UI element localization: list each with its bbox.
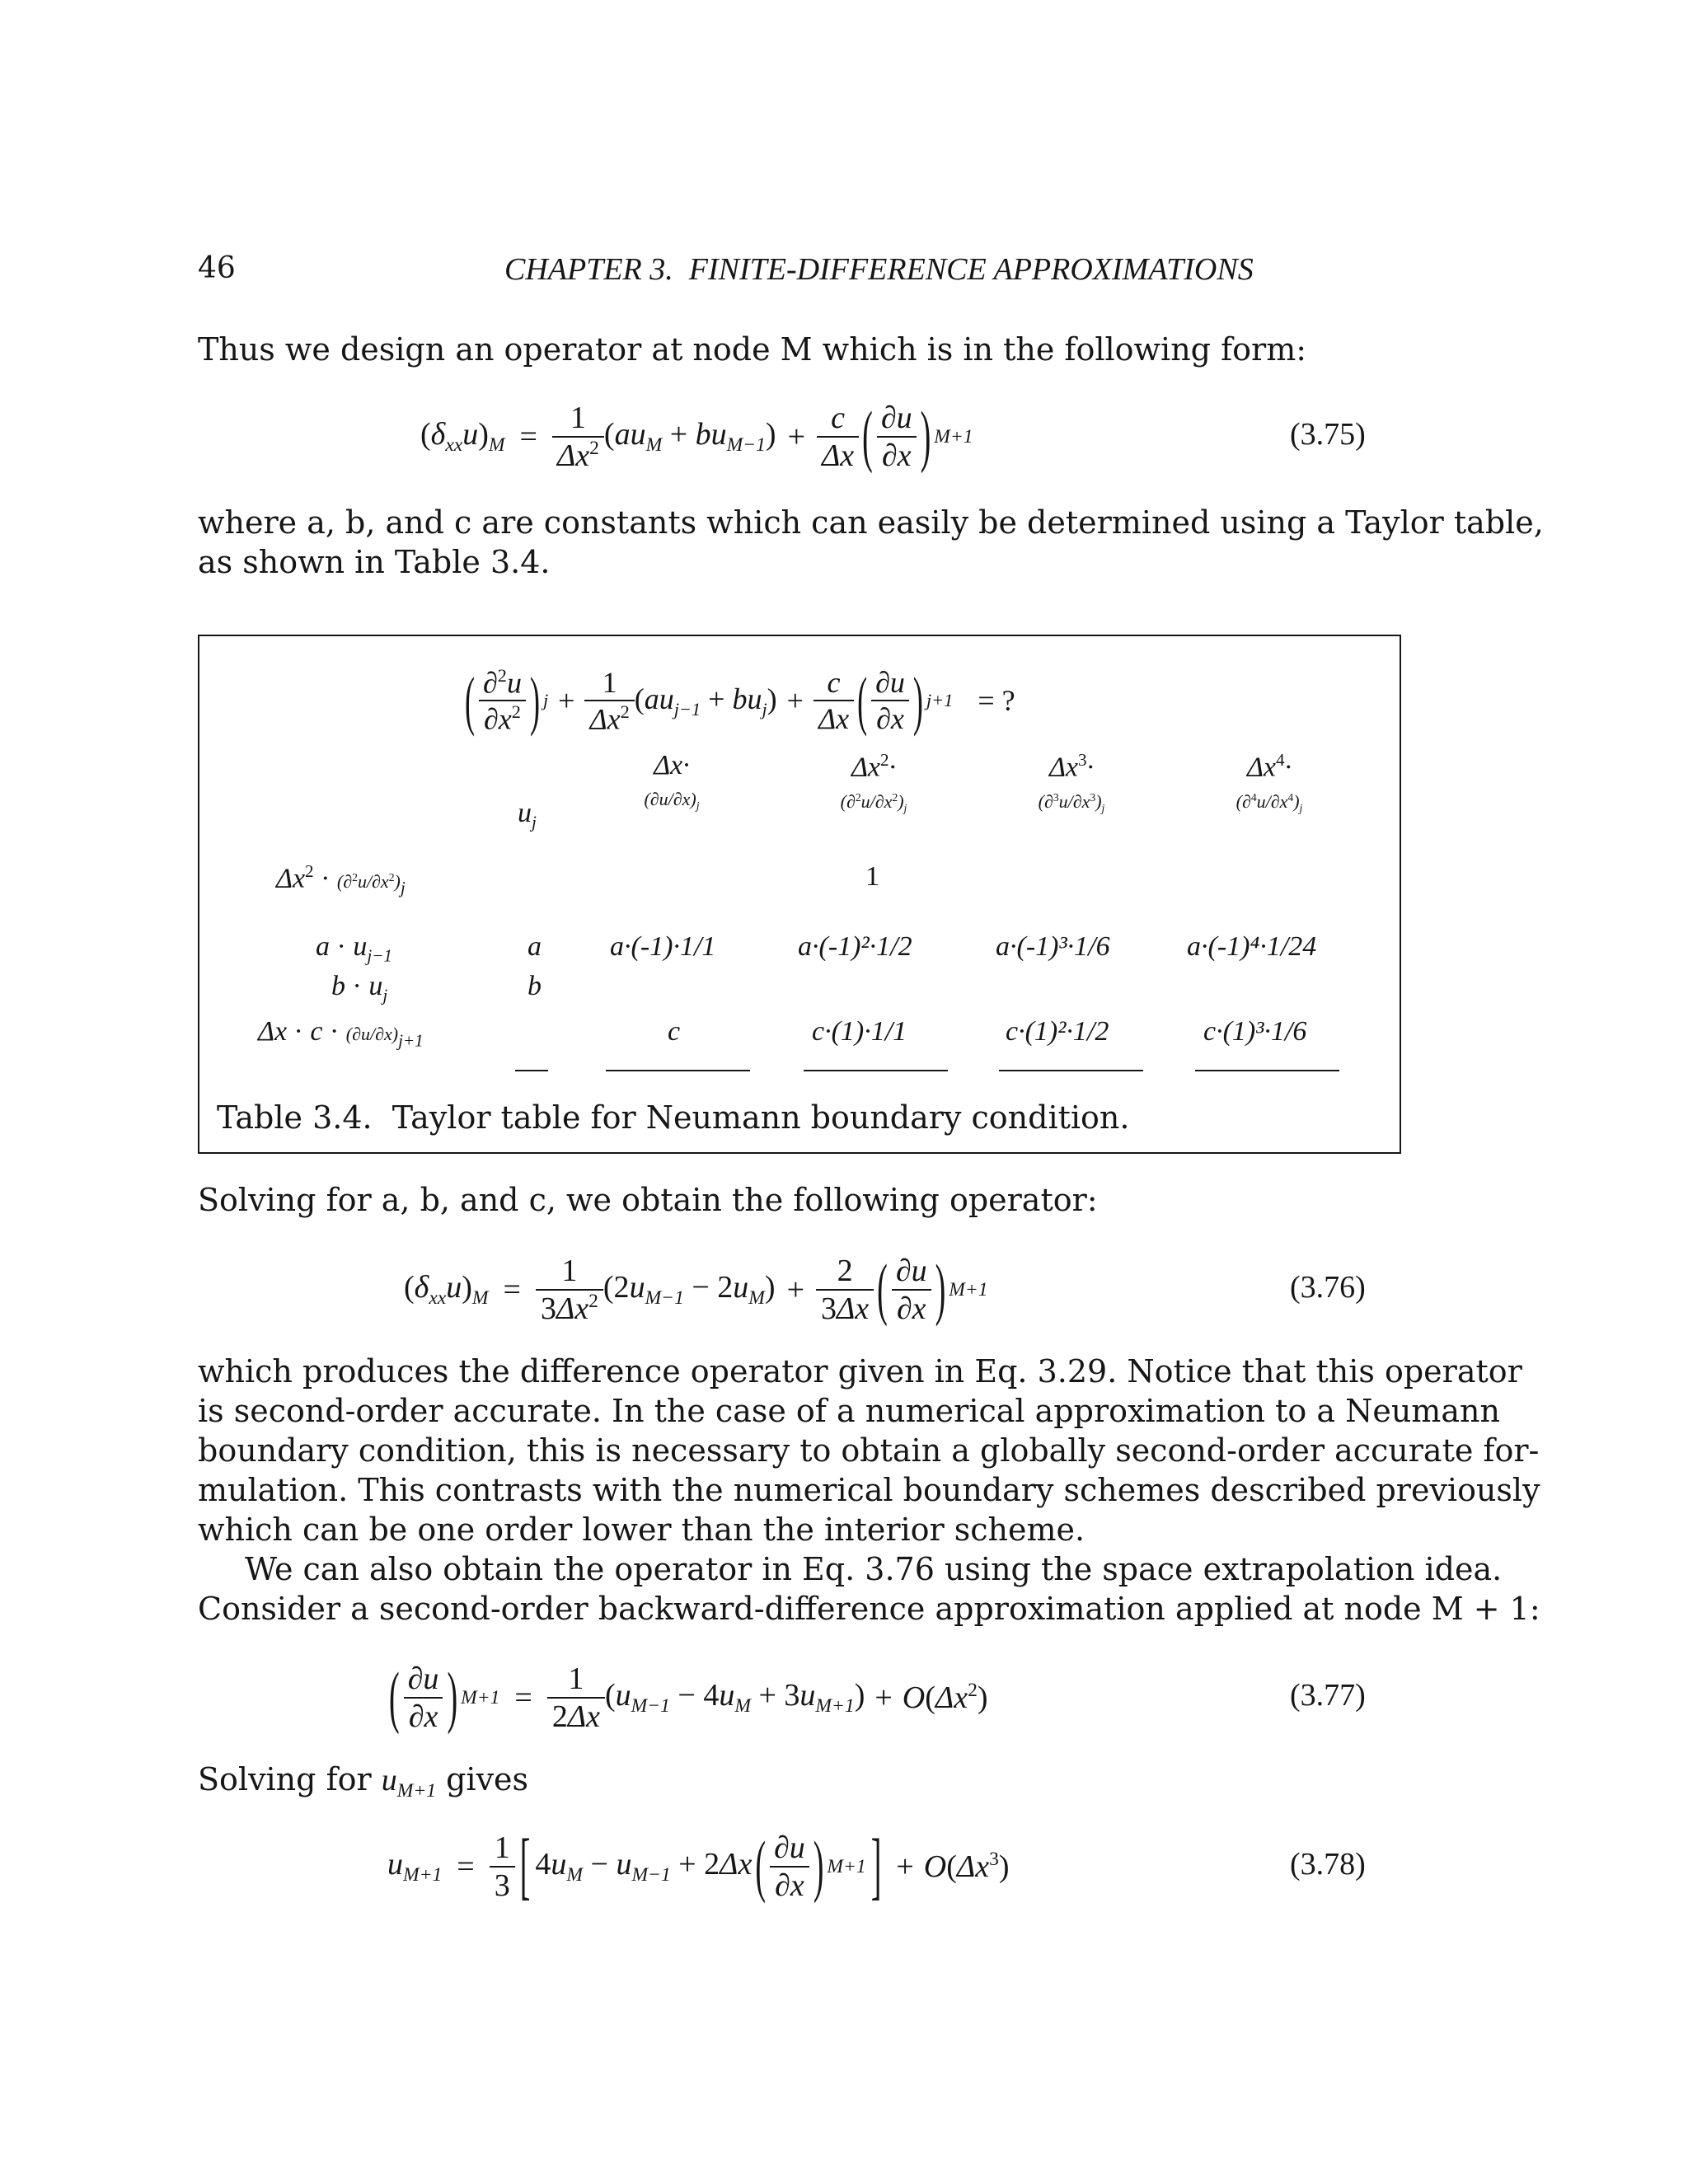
paragraph-intro: Thus we design an operator at node M which is in the following form:	[198, 331, 1307, 368]
table-cell: a·(-1)²·1/2	[798, 931, 912, 962]
row-label-2: $a \cdot u_{j-1}$	[316, 931, 392, 966]
table-cell: 1	[865, 861, 879, 892]
col-header-dx1: Δx· $(\partial u/\partial x)_j$	[644, 750, 700, 812]
paragraph-solving-um1: Solving for $u_{M+1}$ gives	[198, 1761, 529, 1802]
table-cell: a·(-1)·1/1	[610, 931, 716, 962]
running-title: CHAPTER 3. FINITE-DIFFERENCE APPROXIMATIONS	[504, 252, 1254, 287]
table-cell: b	[528, 971, 542, 1001]
paragraph-extrapolation-l2: Consider a second-order backward-difference approximation applied at node M + 1:	[198, 1591, 1540, 1627]
equation-3-78: $u_{M+1}$ = $\frac{1}{3}$ [ $4u_M - u_{M-1} + 2\Delta x$ ( $\frac{\partial u}{\partial x}$ ) M+1 ] + $O(\Delta x^3)$	[387, 1825, 1010, 1909]
equation-3-75: $(\delta_{xx}u)_M$ = $\frac{1}{\Delta x^2}$ $(au_M + bu_{M-1})$ + $\frac{c}{\Delta x}$ ( $\frac{\partial u}{\partial x}$ ) M+1	[420, 398, 973, 476]
table-cell: c	[668, 1016, 681, 1047]
sum-line	[804, 1070, 948, 1071]
sum-line	[515, 1070, 548, 1071]
equation-number-3-77: (3.77)	[1290, 1678, 1366, 1713]
paragraph-operator-l1: which produces the difference operator given in Eq. 3.29. Notice that this operator	[198, 1353, 1522, 1390]
paragraph-operator-l3: boundary condition, this is necessary to obtain a globally second-order accurate for-	[198, 1432, 1540, 1469]
table-cell: c·(1)²·1/2	[1006, 1016, 1109, 1047]
equation-number-3-78: (3.78)	[1290, 1847, 1366, 1882]
equation-number-3-75: (3.75)	[1290, 417, 1366, 452]
table-caption: Table 3.4. Taylor table for Neumann boundary condition.	[217, 1099, 1130, 1136]
table-cell: a	[528, 931, 542, 962]
table-cell: a·(-1)³·1/6	[996, 931, 1110, 962]
equation-3-76: $(\delta_{xx}u)_M$ = $\frac{1}{3\Delta x^2}$ $(2u_{M-1} - 2u_M)$ + $\frac{2}{3\Delta x}$ ( $\frac{\partial u}{\partial x}$ ) M+1	[404, 1251, 988, 1329]
col-header-dx4: $\Delta x^4\cdot$ $(\partial^4u/\partial x^4)_j$	[1236, 750, 1303, 814]
table-header-equation: ( $\frac{\partial^2u}{\partial x^2}$ ) j + $\frac{1}{\Delta x^2}$ $(au_{j-1} + bu_j)$ + $\frac{c}{\Delta x}$ ( $\frac{\partial u}{\partial x}$ ) j+1 = ?	[465, 664, 1015, 737]
col-header-uj: $u_j$	[518, 798, 537, 832]
row-label-3: $b \cdot u_j$	[331, 971, 388, 1005]
equation-3-77: ( $\frac{\partial u}{\partial x}$ ) M+1 = $\frac{1}{2\Delta x}$ $(u_{M-1} - 4u_M + 3u_{M+1})$ + $O(\Delta x^2)$	[389, 1659, 988, 1736]
paragraph-constants-line2: as shown in Table 3.4.	[198, 544, 551, 580]
col-header-dx2: $\Delta x^2\cdot$ $(\partial^2u/\partial x^2)_j$	[840, 750, 907, 814]
row-label-4: $\Delta x \cdot c \cdot (\partial u/\partial x)_{j+1}$	[258, 1016, 424, 1051]
col-header-dx3: $\Delta x^3\cdot$ $(\partial^3u/\partial x^3)_j$	[1038, 750, 1105, 814]
table-cell: c·(1)·1/1	[812, 1016, 907, 1047]
paragraph-operator-l5: which can be one order lower than the interior scheme.	[198, 1511, 1085, 1548]
row-label-1: $\Delta x^2 \cdot (\partial^2u/\partial x^2)_j$	[276, 861, 406, 898]
sum-line	[606, 1070, 750, 1071]
equation-number-3-76: (3.76)	[1290, 1270, 1366, 1305]
paragraph-solving: Solving for a, b, and c, we obtain the following operator:	[198, 1182, 1098, 1218]
paragraph-operator-l4: mulation. This contrasts with the numerical boundary schemes described previously	[198, 1472, 1540, 1508]
paragraph-extrapolation-l1: We can also obtain the operator in Eq. 3.76 using the space extrapolation idea.	[245, 1551, 1503, 1587]
paragraph-constants-line1: where a, b, and c are constants which can easily be determined using a Taylor table,	[198, 504, 1544, 541]
paragraph-operator-l2: is second-order accurate. In the case of a numerical approximation to a Neumann	[198, 1393, 1500, 1429]
sum-line	[1195, 1070, 1339, 1071]
sum-line	[999, 1070, 1143, 1071]
table-cell: c·(1)³·1/6	[1203, 1016, 1307, 1047]
page-number: 46	[198, 251, 236, 285]
table-cell: a·(-1)⁴·1/24	[1187, 931, 1317, 962]
